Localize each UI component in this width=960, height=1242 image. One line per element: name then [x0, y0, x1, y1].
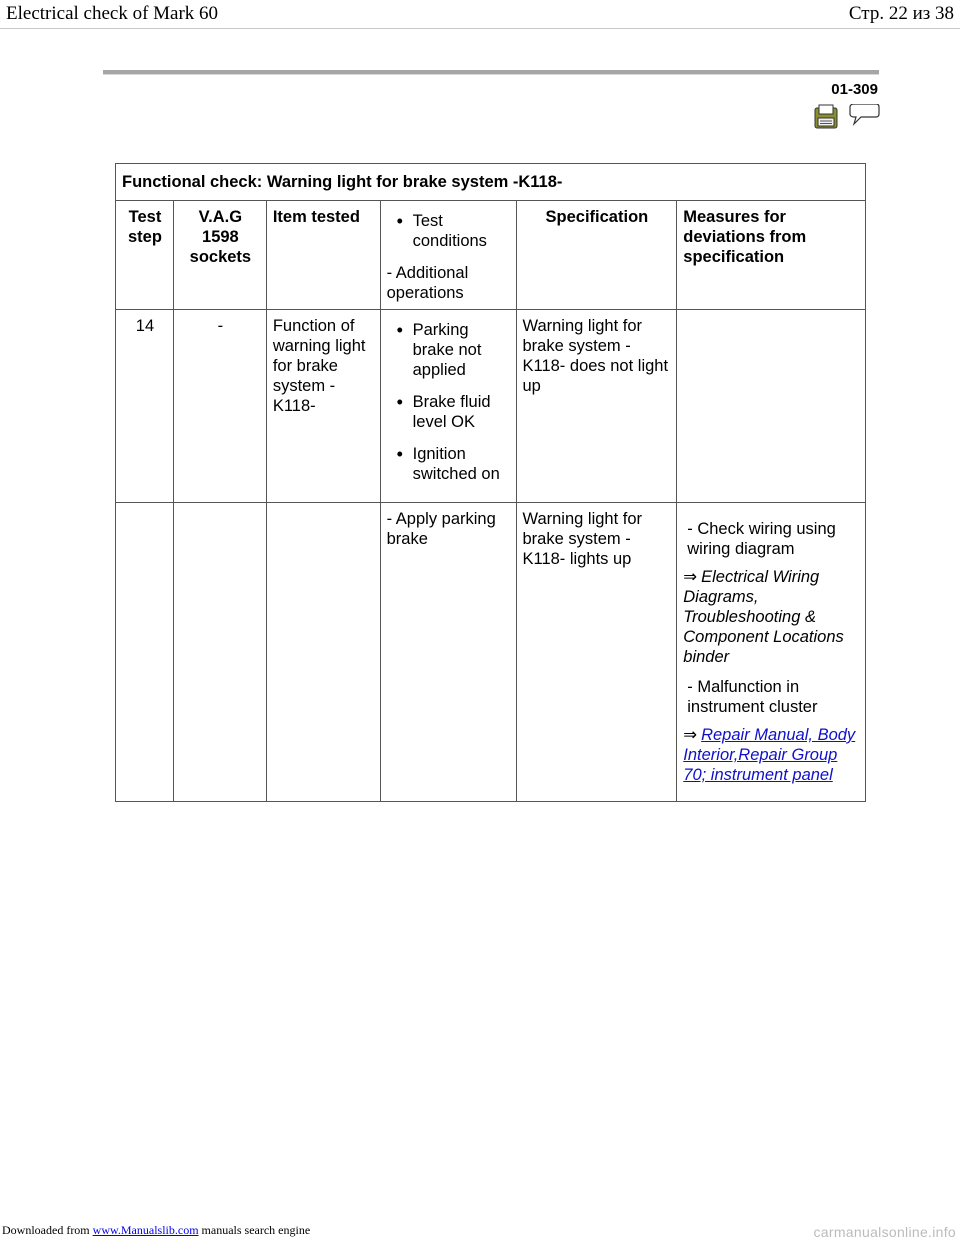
- table-caption: Functional check: Warning light for brake system -K118-: [116, 164, 866, 201]
- arrow-icon: ⇒: [683, 568, 698, 586]
- page-footer: [0, 1220, 960, 1242]
- arrow-icon: ⇒: [683, 726, 698, 744]
- table-row: [116, 310, 866, 503]
- cell-item-tested: Function of warning light for brake system -K118-: [266, 310, 380, 503]
- page-code: 01-309: [831, 81, 878, 98]
- measure-check-wiring: - Check wiring using wiring diagram: [687, 520, 836, 558]
- col-specification: Specification: [516, 201, 677, 310]
- ref-wiring-text: Electrical Wiring Diagrams, Troubleshooting & Component Locations binder: [683, 568, 844, 666]
- col-measures: Measures for deviations from specification: [677, 201, 866, 310]
- document-title: Electrical check of Mark 60: [6, 3, 219, 24]
- download-prefix: Downloaded from: [2, 1223, 90, 1237]
- cell-operation: - Apply parking brake: [380, 503, 516, 802]
- download-suffix: manuals search engine: [201, 1223, 311, 1237]
- functional-check-table: [115, 163, 866, 802]
- col-item-tested: Item tested: [266, 201, 380, 310]
- cell-test-step: 14: [116, 310, 174, 503]
- cell-test-step: [116, 503, 174, 802]
- ref-wiring-diagrams: [683, 567, 860, 667]
- condition-item: • Ignition switched on: [413, 444, 511, 484]
- table-row: [116, 503, 866, 802]
- col-conditions-bullet: • Test conditions: [413, 211, 511, 251]
- measure-instrument-cluster: - Malfunction in instrument cluster: [687, 678, 818, 716]
- download-note: [2, 1223, 310, 1238]
- ref-repair-manual: [683, 725, 860, 785]
- col-conditions: [380, 201, 516, 310]
- cell-measures: [677, 310, 866, 503]
- repair-manual-link[interactable]: Repair Manual, Body Interior,Repair Group 70; instrument panel: [683, 726, 856, 784]
- col-test-step: Test step: [116, 201, 174, 310]
- col-vag-sockets: V.A.G 1598 sockets: [173, 201, 266, 310]
- cell-specification: Warning light for brake system -K118- lights up: [516, 503, 677, 802]
- cell-vag: -: [173, 310, 266, 503]
- col-conditions-note: - Additional operations: [386, 264, 469, 302]
- page-indicator: Стр. 22 из 38: [848, 3, 954, 24]
- watermark: carmanualsonline.info: [813, 1224, 956, 1240]
- speech-bubble-icon[interactable]: [850, 104, 879, 124]
- header-rule: [103, 70, 879, 75]
- condition-item: • Brake fluid level OK: [413, 392, 511, 432]
- cell-vag: [173, 503, 266, 802]
- condition-item: • Parking brake not applied: [413, 320, 511, 380]
- cell-measures: [677, 503, 866, 802]
- cell-item-tested: [266, 503, 380, 802]
- manualslib-link[interactable]: www.Manualslib.com: [92, 1223, 199, 1237]
- header-row: [116, 201, 866, 310]
- cell-conditions: [380, 310, 516, 503]
- toolbar-icons: [814, 104, 880, 130]
- cell-specification: Warning light for brake system -K118- does not light up: [516, 310, 677, 503]
- printer-icon[interactable]: [815, 105, 837, 128]
- window-title-bar: [0, 0, 960, 29]
